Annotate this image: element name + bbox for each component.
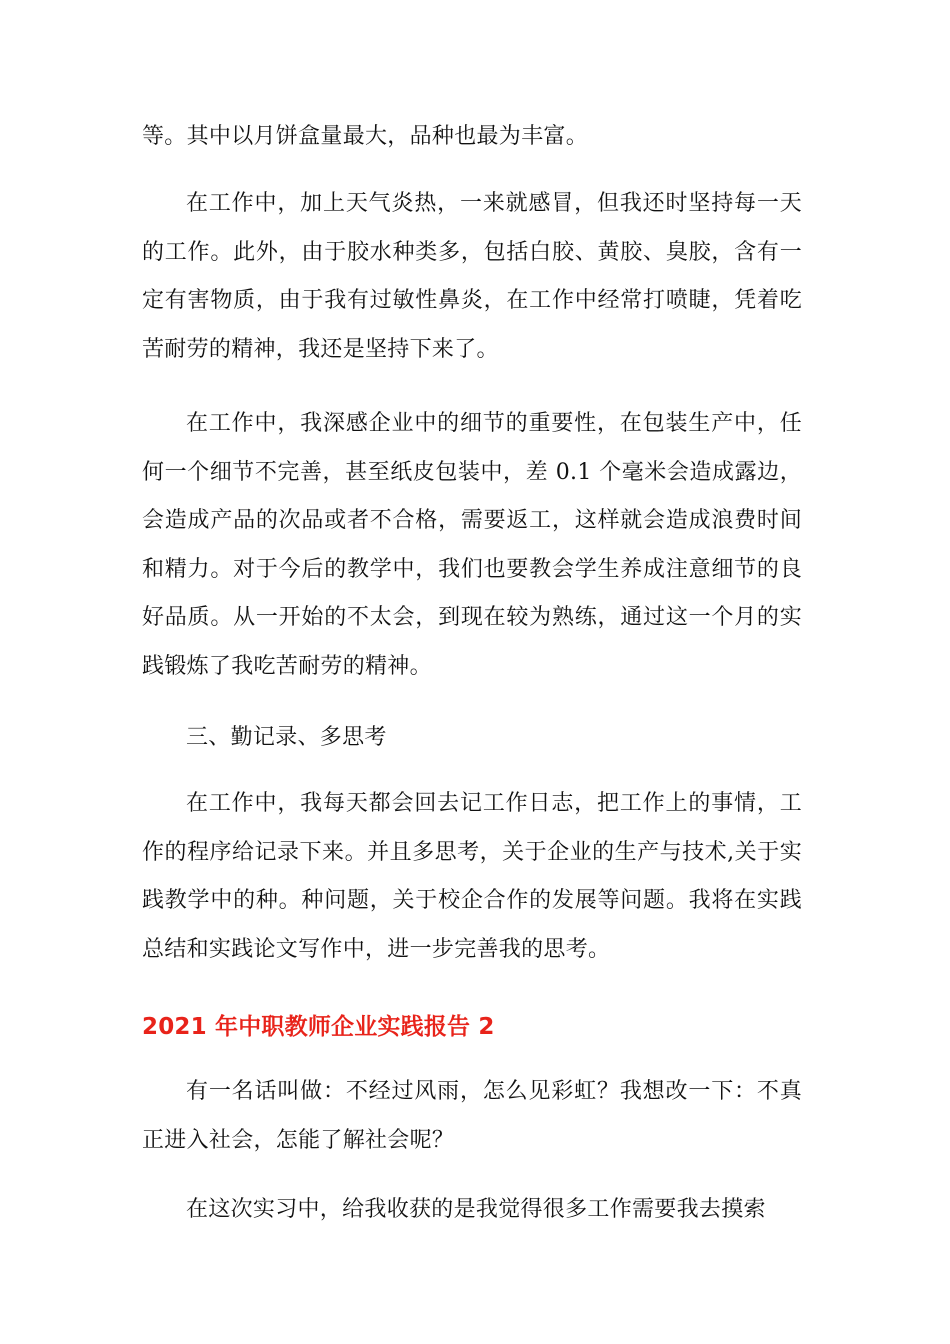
paragraph-work-conditions: 在工作中，加上天气炎热，一来就感冒，但我还时坚持每一天的工作。此外，由于胶水种类多，包括白胶、黄胶、臭胶，含有一定有害物质，由于我有过敏性鼻炎，在工作中经常打喷睫，凭着吃苦耐劳的精神，我还是坚持下来了。 xyxy=(142,191,802,362)
document-page xyxy=(142,0,802,1344)
paragraph-work-log: 在工作中，我每天都会回去记工作日志，把工作上的事情，工作的程序给记录下来。并且多思考，关于企业的生产与技术,关于实践教学中的种。种问题，关于校企合作的发展等问题。我将在实践总结和实践论文写作中，进一步完善我的思考。 xyxy=(142,791,802,962)
paragraph-internship: 在这次实习中，给我收获的是我觉得很多工作需要我去摸索 xyxy=(186,1197,766,1222)
paragraph-continuation: 等。其中以月饼盒量最大，品种也最为丰富。 xyxy=(142,124,589,149)
paragraph-detail-importance: 在工作中，我深感企业中的细节的重要性，在包装生产中，任何一个细节不完善，甚至纸皮包装中，差 0.1 个毫米会造成露边，会造成产品的次品或者不合格，需要返工，这样就会造成浪费时间和精力。对于今后的教学中，我们也要教会学生养成注意细节的良好品质。从一开始的不太会，到现在较为熟练，通过这一个月的实践锻炼了我吃苦耐劳的精神。 xyxy=(142,411,802,679)
subheading-record-think: 三、勤记录、多思考 xyxy=(186,725,387,750)
paragraph-saying: 有一名话叫做：不经过风雨，怎么见彩虹？我想改一下：不真正进入社会，怎能了解社会呢？ xyxy=(142,1079,802,1153)
section-title: 2021 年中职教师企业实践报告 2 xyxy=(142,1014,495,1040)
